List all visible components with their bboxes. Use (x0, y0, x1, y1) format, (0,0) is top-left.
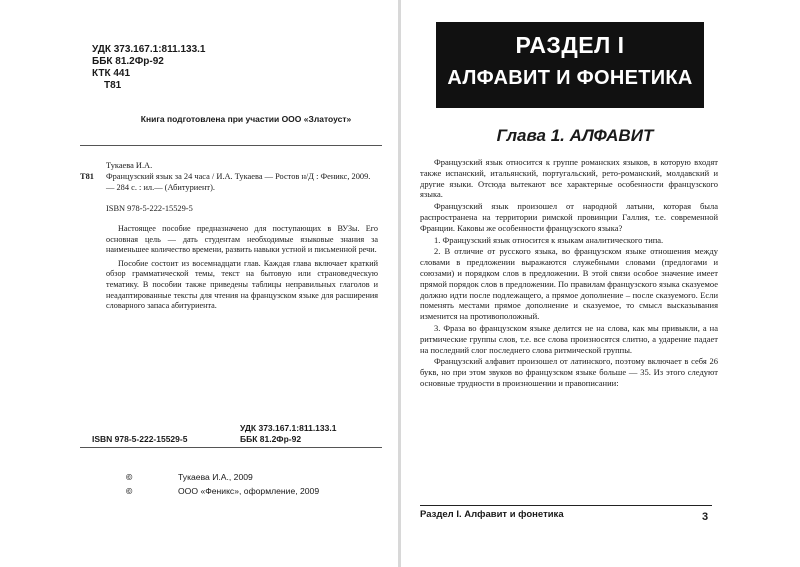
classification-codes (92, 44, 205, 92)
udk-code: УДК 373.167.1:811.133.1 (92, 44, 206, 55)
copyright-icon: © (126, 472, 133, 482)
chapter-body (420, 157, 718, 390)
copyright-text: ООО «Феникс», оформление, 2009 (178, 486, 320, 496)
author-name: Тукаева И.А. (106, 161, 153, 170)
udk-bbk-block (240, 423, 336, 444)
section-number: РАЗДЕЛ I (515, 32, 625, 58)
body-paragraph: Французский язык произошел от народной латыни, которая была распространена на территории римской провинции Галлия, т.е. современной Франции. Каковы же особенности французского языка? (420, 201, 718, 233)
udk-repeat: УДК 373.167.1:811.133.1 (240, 423, 337, 433)
abstract (106, 224, 378, 315)
bbk-code: ББК 81.2Фр-92 (92, 56, 164, 67)
body-paragraph: Французский алфавит произошел от латинского, поэтому включает в себя 26 букв, но при этом звуков во французском языке больше — 35. Из этого следуют основные трудности в произношении и правописании: (420, 356, 718, 388)
bbk-repeat: ББК 81.2Фр-92 (240, 433, 302, 444)
section-title: АЛФАВИТ И ФОНЕТИКА (447, 67, 693, 89)
copyright-line (126, 484, 319, 498)
author-mark: Т81 (104, 80, 122, 91)
author-mark-code: Т81 (80, 172, 94, 181)
section-banner (436, 22, 704, 108)
ktk-code: КТК 441 (92, 68, 131, 79)
isbn: ISBN 978-5-222-15529-5 (106, 204, 193, 213)
footer-divider (420, 505, 712, 506)
prepared-note: Книга подготовлена при участии ООО «Златоуст» (140, 114, 352, 124)
copyright-block (126, 470, 319, 498)
bibliographic-record (80, 160, 380, 214)
body-paragraph: Французский язык относится к группе романских языков, в которую входят также испанский, итальянский, португальский, рето-романский, молдавский и другие языки. Отсюда вытекают все характерные особенности французского языка. (420, 157, 718, 200)
abstract-paragraph: Пособие состоит из восемнадцати глав. Каждая глава включает краткий обзор грамматической темы, текст на бытовую или страноведческую тематику. В пособии также приведены таблицы неправильных глаголов и неадаптированные тексты для чтения на французском языке для расширения словарного запаса абитуриента. (106, 258, 378, 311)
isbn-bottom: ISBN 978-5-222-15529-5 (92, 434, 188, 444)
divider (80, 145, 382, 146)
body-paragraph: 1. Французский язык относится к языкам аналитического типа. (434, 234, 664, 245)
page-number: 3 (702, 511, 709, 523)
bibliographic-description: Французский язык за 24 часа / И.А. Тукаева — Ростов н/Д : Феникс, 2009. — 284 с. : ил.— (Абитуриент). (106, 172, 371, 192)
copyright-line (126, 470, 319, 484)
body-paragraph: 2. В отличие от русского языка, во французском языке отношения между словами в предложении выражаются служебными словами (предлогами и союзами) и порядком слов в предложении. В этой связи особое значение имеет прямой порядок слов в предложении. По правилам французского языка сказуемое должно идти после подлежащего, а прямое дополнение – после сказуемого. Если поменять местами прямое дополнение и сказуемое, то смысл высказывания изменится на противоположный. (420, 246, 718, 322)
copyright-icon: © (126, 486, 133, 496)
body-paragraph: 3. Фраза во французском языке делится не на слова, как мы привыкли, а на ритмические группы слов, т.е. все слова произносятся слитно, а ударение падает на последний слог последнего слова ритмической группы. (420, 322, 718, 355)
copyright-text: Тукаева И.А., 2009 (178, 472, 253, 482)
running-head: Раздел I. Алфавит и фонетика (420, 509, 564, 520)
chapter-title: Глава 1. АЛФАВИТ (496, 126, 654, 145)
divider (80, 447, 382, 448)
abstract-paragraph: Настоящее пособие предназначено для поступающих в ВУЗы. Его основная цель — дать студентам необходимые языковые знания за наименьшее количество времени, развить навыки устной и письменной речи. (106, 224, 378, 255)
